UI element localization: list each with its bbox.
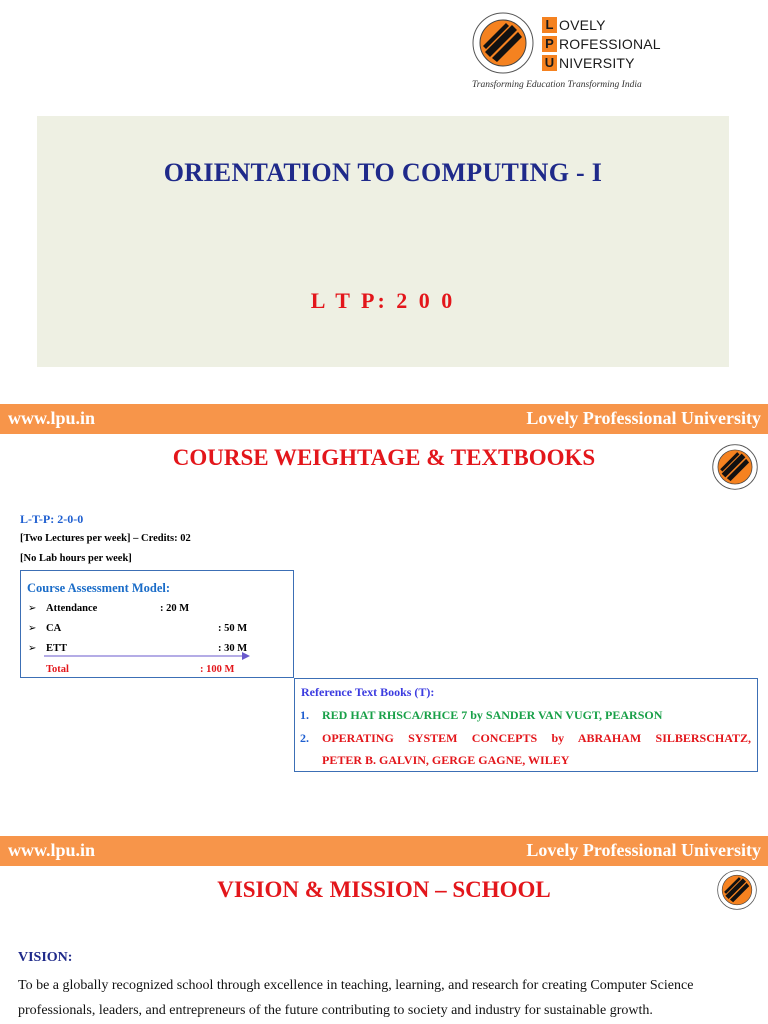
lpu-seal-icon — [472, 12, 534, 74]
book-item: OPERATING SYSTEM CONCEPTS by ABRAHAM SILBERSCHATZ, — [322, 731, 751, 745]
assessment-item-label: CA — [46, 623, 62, 634]
assessment-item-label: ETT — [46, 643, 68, 654]
website-link[interactable]: www.lpu.in — [8, 408, 96, 428]
vision-text: To be a globally recognized school through excellence in teaching, learning, and research for creating Computer Science professionals, leaders, and entrepreneurs of the future contributing to society and industry for sustainable growth. — [18, 978, 694, 1018]
textbooks-title: Reference Text Books (T): — [301, 685, 435, 699]
assessment-title: Course Assessment Model: — [27, 581, 171, 595]
book-number: 1. — [300, 708, 309, 722]
logo-row-university: U NIVERSITY — [542, 53, 661, 72]
university-name: Lovely Professional University — [526, 840, 761, 860]
logo-row-professional: P ROFESSIONAL — [542, 34, 661, 53]
assessment-item-value: : 50 M — [218, 623, 248, 634]
book-item: RED HAT RHSCA/RHCE 7 by SANDER VAN VUGT, PEARSON — [322, 708, 663, 722]
total-label: Total — [46, 664, 69, 675]
logo-row-lovely: L OVELY — [542, 15, 661, 34]
slide-title-vision: VISION & MISSION – SCHOOL — [217, 877, 551, 902]
lpu-seal-icon — [717, 870, 757, 910]
footer-bar — [0, 836, 768, 866]
lpu-logo — [472, 12, 661, 96]
arrow-bullet-icon: ➢ — [28, 643, 37, 654]
arrow-bullet-icon: ➢ — [28, 623, 37, 634]
lectures-line: [Two Lectures per week] – Credits: 02 — [20, 533, 191, 544]
book-number: 2. — [300, 731, 309, 745]
total-value: : 100 M — [200, 664, 235, 675]
assessment-item-label: Attendance — [46, 603, 98, 614]
course-title: ORIENTATION TO COMPUTING - I — [163, 158, 603, 187]
arrow-bullet-icon: ➢ — [28, 603, 37, 614]
lab-line: [No Lab hours per week] — [20, 553, 132, 564]
ltp-subtitle: L T P: 2 0 0 — [310, 288, 456, 313]
book-item-continued: PETER B. GALVIN, GERGE GAGNE, WILEY — [322, 753, 570, 767]
assessment-item-value: : 30 M — [218, 643, 248, 654]
logo-tagline: Transforming Education Transforming India — [472, 80, 642, 90]
ltp-line: L-T-P: 2-0-0 — [20, 512, 84, 526]
title-panel — [37, 116, 729, 367]
total-underline-arrow — [44, 651, 250, 661]
website-link[interactable]: www.lpu.in — [8, 840, 96, 860]
assessment-item-value: : 20 M — [160, 603, 190, 614]
footer-bar — [0, 404, 768, 434]
vision-label: VISION: — [18, 950, 73, 965]
lpu-seal-icon — [712, 444, 758, 490]
slide-title-weightage: COURSE WEIGHTAGE & TEXTBOOKS — [172, 445, 596, 470]
university-name: Lovely Professional University — [526, 408, 761, 428]
